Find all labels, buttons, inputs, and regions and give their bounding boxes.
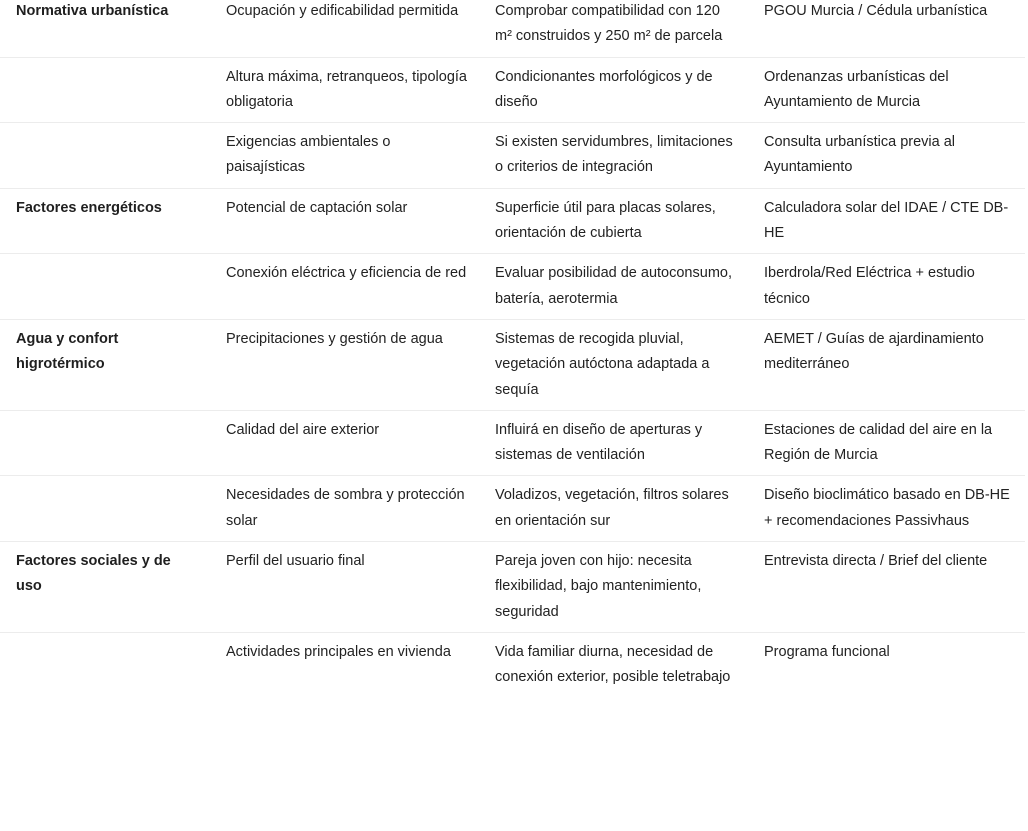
factor-cell: Precipitaciones y gestión de agua [210,319,479,410]
category-cell [0,632,210,697]
factor-cell: Exigencias ambientales o paisajísticas [210,123,479,189]
category-cell: Agua y confort higrotérmico [0,319,210,410]
factor-cell: Conexión eléctrica y eficiencia de red [210,254,479,320]
table-row [0,476,1025,542]
table-row [0,410,1025,476]
factor-cell: Altura máxima, retranqueos, tipología obligatoria [210,57,479,123]
implication-cell: Voladizos, vegetación, filtros solares en orientación sur [479,476,748,542]
table-row [0,632,1025,697]
implication-cell: Si existen servidumbres, limitaciones o criterios de integración [479,123,748,189]
source-cell: AEMET / Guías de ajardinamiento mediterráneo [748,319,1025,410]
source-cell: Programa funcional [764,643,890,660]
table-row [0,254,1025,320]
category-cell [0,410,210,476]
category-cell: Normativa urbanística [0,0,210,57]
implication-cell: Pareja joven con hijo: necesita flexibilidad, bajo mantenimiento, seguridad [479,542,748,633]
factor-cell: Actividades principales en vivienda [226,643,451,660]
source-cell: Consulta urbanística previa al Ayuntamiento [748,123,1025,189]
category-cell [0,254,210,320]
implication-cell: Influirá en diseño de aperturas y sistemas de ventilación [479,410,748,476]
category-cell: Factores sociales y de uso [0,542,210,633]
table-row [0,57,1025,123]
implication-cell: Sistemas de recogida pluvial, vegetación autóctona adaptada a sequía [479,319,748,410]
category-cell [0,476,210,542]
table-row [0,542,1025,633]
source-cell: Calculadora solar del IDAE / CTE DB-HE [748,188,1025,254]
table-row [0,188,1025,254]
source-cell: Estaciones de calidad del aire en la Región de Murcia [748,410,1025,476]
category-cell [0,123,210,189]
implication-cell: Evaluar posibilidad de autoconsumo, batería, aerotermia [479,254,748,320]
factor-cell: Perfil del usuario final [210,542,479,633]
source-cell: Entrevista directa / Brief del cliente [748,542,1025,633]
source-cell: PGOU Murcia / Cédula urbanística [748,0,1025,57]
factor-cell: Calidad del aire exterior [210,410,479,476]
table-row [0,123,1025,189]
category-cell [0,57,210,123]
factor-cell: Ocupación y edificabilidad permitida [210,0,479,57]
source-cell: Iberdrola/Red Eléctrica + estudio técnico [748,254,1025,320]
table-row [0,0,1025,57]
category-cell: Factores energéticos [0,188,210,254]
factor-cell: Necesidades de sombra y protección solar [210,476,479,542]
source-cell: Ordenanzas urbanísticas del Ayuntamiento de Murcia [748,57,1025,123]
implication-cell: Comprobar compatibilidad con 120 m² construidos y 250 m² de parcela [479,0,748,57]
implication-cell: Superficie útil para placas solares, orientación de cubierta [479,188,748,254]
table-row [0,319,1025,410]
source-cell: Diseño bioclimático basado en DB-HE + recomendaciones Passivhaus [748,476,1025,542]
implication-cell: Vida familiar diurna, necesidad de conexión exterior, posible teletrabajo [495,643,731,686]
factor-cell: Potencial de captación solar [210,188,479,254]
implication-cell: Condicionantes morfológicos y de diseño [479,57,748,123]
